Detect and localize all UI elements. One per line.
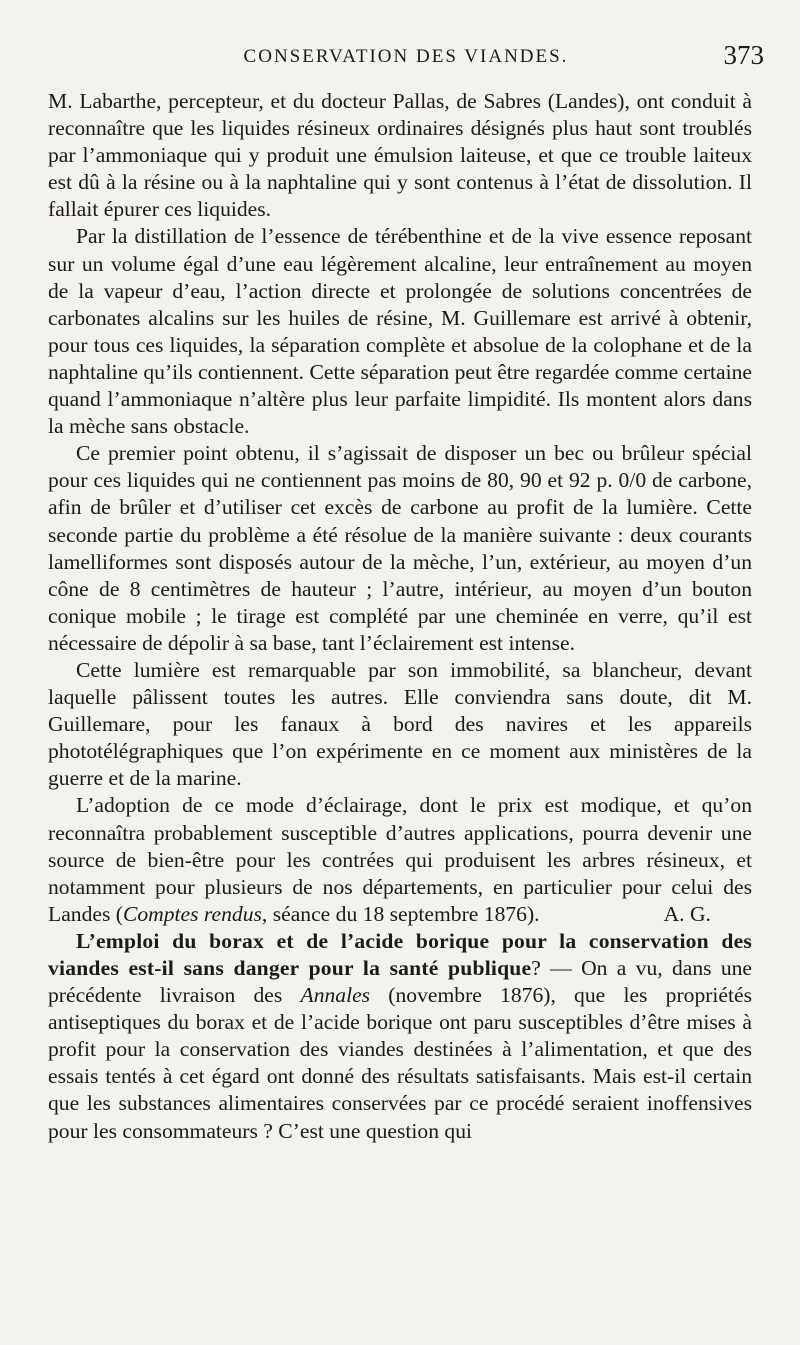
paragraph-2: Par la distillation de l’essence de térébenthine et de la vive essence reposant sur un volume égal d’une eau légèrement alcaline, leur entraînement au moyen de la vapeur d’eau, l’action directe et prolongée de solutions concentrées de carbonates alcalins sur les huiles de résine, M. Guillemare est arrivé à obtenir, pour tous ces liquides, la séparation complète et absolue de la colophane et de la naphtaline qu’ils contiennent. Cette séparation peut être regardée comme certaine quand l’ammoniaque n’altère plus leur parfaite limpidité. Ils montent alors dans la mèche sans obstacle. — [48, 224, 752, 439]
paragraph-6-lead: ? — On a vu, dans une précédente livraison des — [48, 956, 753, 1008]
article-title: L’emploi du borax et de l’acide borique pour la conservation des viandes est-il sans danger pour la santé publique — [48, 928, 752, 980]
source-citation: Comptes rendus — [122, 901, 262, 926]
paragraph-5-text: L’adoption de ce mode d’éclairage, dont le prix est modique, et qu’on reconnaîtra probablement susceptible d’autres applications, pourra devenir une source de bien-être pour les contrées qui produisent les arbres résineux, et notamment pour plusieurs de nos départements, en particulier pour celui des Landes ( — [48, 793, 752, 926]
paragraph-1: M. Labarthe, percepteur, et du docteur Pallas, de Sabres (Landes), ont conduit à reconnaître que les liquides résineux ordinaires désignés plus haut sont troublés par l’ammoniaque qui y produit une émulsion laiteuse, et que ce trouble laiteux est dû à la résine ou à la naphtaline qui y sont contenus à l’état de dissolution. Il fallait épurer ces liquides. — [48, 89, 752, 222]
paragraph-6-text: (novembre 1876), que les propriétés antiseptiques du borax et de l’acide borique ont paru susceptibles d’être mises à profit pour la conservation des viandes destinées à l’alimentation, et que des essais tentés à cet égard ont donné des résultats satisfaisants. Mais est-il certain que les substances alimentaires conservées par ce procédé seraient inoffensives pour les consommateurs ? C’est une question qui — [48, 983, 752, 1143]
author-signature: A. G. — [663, 901, 711, 926]
journal-name: Annales — [300, 983, 371, 1008]
paragraph-3: Ce premier point obtenu, il s’agissait de disposer un bec ou brûleur spécial pour ces liquides qui ne contiennent pas moins de 80, 90 et 92 p. 0/0 de carbone, afin de brûler et d’utiliser cet excès de carbone au profit de la lumière. Cette seconde partie du problème a été résolue de la manière suivante : deux courants lamelliformes sont disposés autour de la mèche, l’un, extérieur, au moyen d’un cône de 8 centimètres de hauteur ; l’autre, intérieur, au moyen d’un bouton conique mobile ; le tirage est complété par une cheminée en verre, qu’il est nécessaire de dépolir à sa base, tant l’éclairement est intense. — [48, 441, 752, 655]
running-title: CONSERVATION DES VIANDES. — [243, 46, 569, 67]
page-number: 373 — [723, 40, 764, 70]
paragraph-4: Cette lumière est remarquable par son immobilité, sa blancheur, devant laquelle pâlissent toutes les autres. Elle conviendra sans doute, dit M. Guillemare, pour les fanaux à bord des navires et les appareils phototélégraphiques que l’on expérimente en ce moment aux ministères de la guerre et de la marine. — [48, 657, 752, 791]
body-text — [48, 88, 752, 1145]
paragraph-6 — [48, 928, 752, 1145]
paragraph-5 — [48, 792, 752, 927]
paragraph-5-date: , séance du 18 septembre 1876). — [261, 901, 540, 926]
page-header — [48, 36, 764, 72]
